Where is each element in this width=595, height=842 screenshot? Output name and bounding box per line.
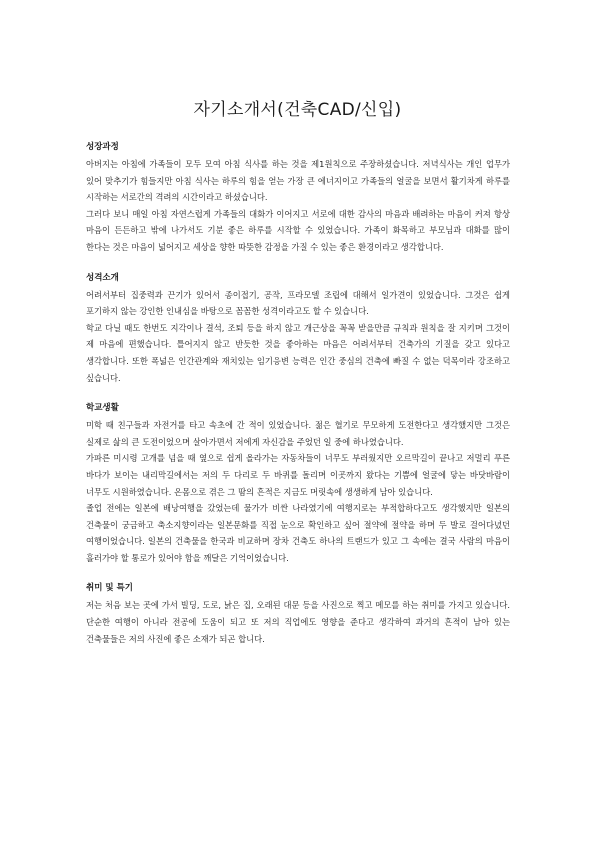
section-paragraph: 어려서부터 집중력과 끈기가 있어서 종이접기, 공작, 프라모델 조립에 대해서 일가견이 있었습니다. 그것은 쉽게 포기하지 않는 강인한 인내심을 바탕으로 꼼꼼한 성격이라고도 할 수 있습니다. bbox=[86, 289, 510, 317]
section-paragraph: 학교 다닐 때도 한번도 지각이나 결석, 조퇴 등을 하지 않고 개근상을 꼭꼭 받을만큼 규칙과 원칙을 잘 지키며 그것이 제 마음에 편했습니다. 틀어지지 않고 반듯한 것을 좋아하는 마음은 어려서부터 건축가의 기질을 갖고 있다고 생각합니다. 또한 폭넓은 인간관계와 재치있는 임기응변 능력은 인간 중심의 건축에 빠질 수 없는 덕목이라 강조하고 싶습니다. bbox=[86, 322, 510, 383]
section-heading: 성격소개 bbox=[86, 272, 119, 283]
section-paragraph: 그러다 보니 매일 아침 자연스럽게 가족들의 대화가 이어지고 서로에 대한 감사의 마음과 배려하는 마음이 커져 항상 마음이 든든하고 밖에 나가서도 기분 좋은 하루를 시작할 수 있었습니다. 가족이 화목하고 부모님과 대화를 많이 한다는 것은 마음이 넓어지고 세상을 향한 따뜻한 감정을 가질 수 있는 좋은 환경이라고 생각합니다. bbox=[86, 208, 510, 252]
section-growth bbox=[86, 140, 510, 256]
section-paragraph: 졸업 전에는 일본에 배낭여행을 갔었는데 물가가 비싼 나라였기에 여행지로는 부적합하다고도 생각했지만 일본의 건축물이 궁금하고 축소지향이라는 일본문화를 직접 눈으로 확인하고 싶어 절약에 절약을 하며 두 발로 걸어다녔던 여행이었습니다. 일본의 건축물을 한국과 비교하며 장차 건축도 하나의 트랜드가 있고 그 속에는 결국 사람의 마음이 흘러가야 할 통로가 있어야 함을 깨달은 기억이었습니다. bbox=[86, 503, 510, 563]
document-title: 자기소개서(건축CAD/신입) bbox=[193, 100, 402, 120]
section-heading: 학교생활 bbox=[86, 403, 119, 414]
section-paragraph: 미학 때 친구들과 자전거를 타고 속초에 간 적이 있었습니다. 젊은 혈기로 무모하게 도전한다고 생각했지만 그것은 실제로 삶의 큰 도전이었으며 살아가면서 저에게 자신감을 주었던 일 중에 하나였습니다. bbox=[86, 420, 510, 447]
section-hobbies bbox=[86, 581, 510, 647]
section-school-life bbox=[86, 401, 510, 566]
section-personality bbox=[86, 271, 510, 387]
section-paragraph: 가파른 미시령 고개를 넘을 때 옆으로 쉽게 올라가는 자동차들이 너무도 부러웠지만 오르막길이 끝나고 저멀리 푸른 바다가 보이는 내리막길에서는 저의 두 다리로 두 바퀴를 돌리며 이곳까지 왔다는 기쁨에 얼굴에 닿는 바닷바람이 너무도 시원하였습니다. 온몸으로 겪은 그 땀의 흔적은 지금도 머릿속에 생생하게 남아 있습니다. bbox=[86, 453, 510, 497]
section-paragraph: 아버지는 아침에 가족들이 모두 모여 아침 식사를 하는 것을 제1원칙으로 주장하셨습니다. 저녁식사는 개인 업무가 있어 맞추기가 힘들지만 아침 식사는 하루의 힘을 얻는 가장 큰 에너지이고 가족들의 얼굴을 보면서 활기차게 하루를 시작하는 서로간의 격려의 시간이라고 하셨습니다. bbox=[86, 159, 510, 203]
section-paragraph: 저는 처음 보는 곳에 가서 빌딩, 도로, 낡은 집, 오래된 대문 등을 사진으로 찍고 메모를 하는 취미를 가지고 있습니다. 단순한 여행이 아니라 전공에 도움이 되고 또 저의 직업에도 영향을 준다고 생각하여 과거의 흔적이 남아 있는 건축물들은 저의 사진에 좋은 소재가 되곤 합니다. bbox=[86, 600, 510, 644]
document-body bbox=[86, 140, 510, 662]
section-heading: 취미 및 특기 bbox=[86, 583, 133, 594]
section-heading: 성장과정 bbox=[86, 142, 119, 152]
